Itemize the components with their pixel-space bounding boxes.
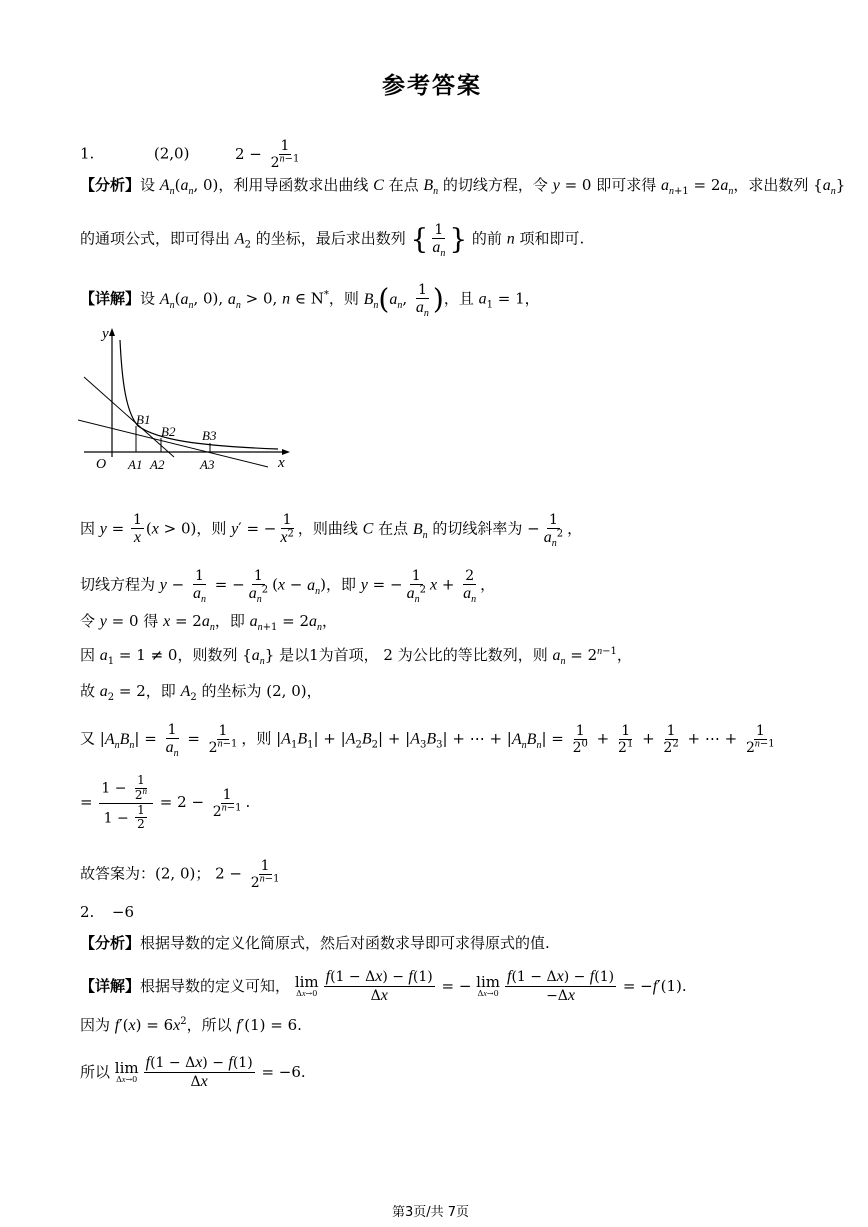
q2-number: 2. xyxy=(80,903,95,921)
q1-tangent-line: 切线方程为 y − $\frac{1}{a_n}$ = − $\frac{1}{a_n^2}$ $(x - a_n)$，即 y = − $\frac{1}{a_n^2}$ x + $\frac{2}{a_n}$ ， xyxy=(80,568,496,606)
q1-detail-tag: 【详解】 xyxy=(80,289,141,308)
label-a3: A3 xyxy=(200,457,215,472)
label-b1: B1 xyxy=(136,412,151,427)
q2-result-line: 所以 lim Δx→0 $\frac{f(1 - \Delta x) - f(1)}{\Delta x}$ = −6. xyxy=(80,1054,306,1091)
label-a2: A2 xyxy=(150,457,165,472)
q2-derivative-line: 因为 $f'(x) = 6x^2$，所以 f′(1) = 6. xyxy=(80,1016,302,1034)
q1-geometric-line: 因 $a_1 = 1 \ne 0$，则数列 $\{a_n\}$ 是以1为首项， 2 为公比的等比数列，则 $a_n = 2^{n-1}$， xyxy=(80,646,632,668)
axis-y-label: y xyxy=(102,326,109,342)
label-a1: A1 xyxy=(128,457,143,472)
q1-answer-line xyxy=(80,138,303,171)
q2-analysis-line xyxy=(80,936,550,951)
label-b2: B2 xyxy=(161,424,176,439)
origin-label: O xyxy=(96,457,107,472)
q1-a2-line: 故 $a_2 = 2$，即 $A_2$ 的坐标为 (2, 0)， xyxy=(80,682,322,703)
page-footer: 第3页/共 7页 xyxy=(392,1205,470,1220)
q1-sum-line: 又 $|A_nB_n|$ = $\frac{1}{a_n}$ = $\frac{1}{2^{n-1}}$ ，则 $|A_1B_1| + |A_2B_2| + |A_3B_3|$ + ⋯ + $|A_nB_n|$ = $\frac{1}{2^0}$ + $\frac{1}{2^1}$ + $\frac{1}{2^2}$ + ⋯ + $\frac{1}{2^{n-1}}$ xyxy=(80,722,775,760)
q1-number: 1. xyxy=(80,144,95,163)
q1-conclusion-label: 故答案为： xyxy=(80,864,156,883)
page-title: 参考答案 xyxy=(382,73,482,99)
q2-detail-text: 根据导数的定义可知， xyxy=(140,976,291,995)
q2-analysis-text: 根据导数的定义化简原式，然后对函数求导即可求得原式的值. xyxy=(140,934,550,952)
curve-tangent-figure xyxy=(78,322,298,477)
q1-sum-result: = 1 − $\frac{1}{2^n}$ 1 − $\frac{1}{2}$ = 2 − $\frac{1}{2^{n-1}}$ . xyxy=(80,773,251,832)
q1-detail-line1: 【详解】设 $A_n(a_n$, 0), $a_n > 0$, n ∈ N*，则 $B_n(a_n$, $\frac{1}{a_n}$ )，且 $a_1 = 1$， xyxy=(80,282,540,320)
q1-derivative-line: 因 y = $\frac{1}{x}$ (x > 0)，则 y′ = − $\frac{1}{x^2}$ ，则曲线 C 在点 $B_n$ 的切线斜率为 − $\frac{1}{a_n^2}$ ， xyxy=(80,512,583,550)
q2-answer: −6 xyxy=(111,903,134,921)
q1-recurrence-line: 令 y = 0 得 $x = 2a_n$，即 $a_{n+1} = 2a_n$， xyxy=(80,612,338,634)
q2-answer-line xyxy=(80,905,134,920)
q2-analysis-tag: 【分析】 xyxy=(80,934,141,952)
q1-answer-sum: 2 − $\frac{1}{2^{n-1}}$ xyxy=(235,138,300,172)
q1-analysis-tag: 【分析】 xyxy=(80,176,141,194)
q1-analysis-line2: 的通项公式，即可得出 $A_2$ 的坐标，最后求出数列 { $\frac{1}{a_n}$ } 的前 n 项和即可. xyxy=(80,222,585,260)
q1-conclusion-line: 故答案为：(2, 0)； 2 − $\frac{1}{2^{n-1}}$ xyxy=(80,858,280,892)
q1-analysis-line1: 【分析】设 $A_n(a_n$, 0)，利用导函数求出曲线 C 在点 $B_n$ 的切线方程，令 y = 0 即可求得 $a_{n+1} = 2a_n$，求出数列 $\{a_n\}$ xyxy=(80,176,846,198)
q2-detail-line: 【详解】根据导数的定义可知， lim Δx→0 $\frac{f(1 - \Delta x) - f(1)}{\Delta x}$ = − lim Δx→0 $\frac{f(1 - \Delta x) - f(1)}{-\Delta x}$ = −f′(1). xyxy=(80,968,687,1005)
q2-detail-tag: 【详解】 xyxy=(80,976,141,995)
q1-answer-point: (2,0) xyxy=(153,144,190,163)
hyperbola-curve xyxy=(120,340,278,449)
label-b3: B3 xyxy=(202,428,217,443)
axis-x-label: x xyxy=(278,455,285,471)
